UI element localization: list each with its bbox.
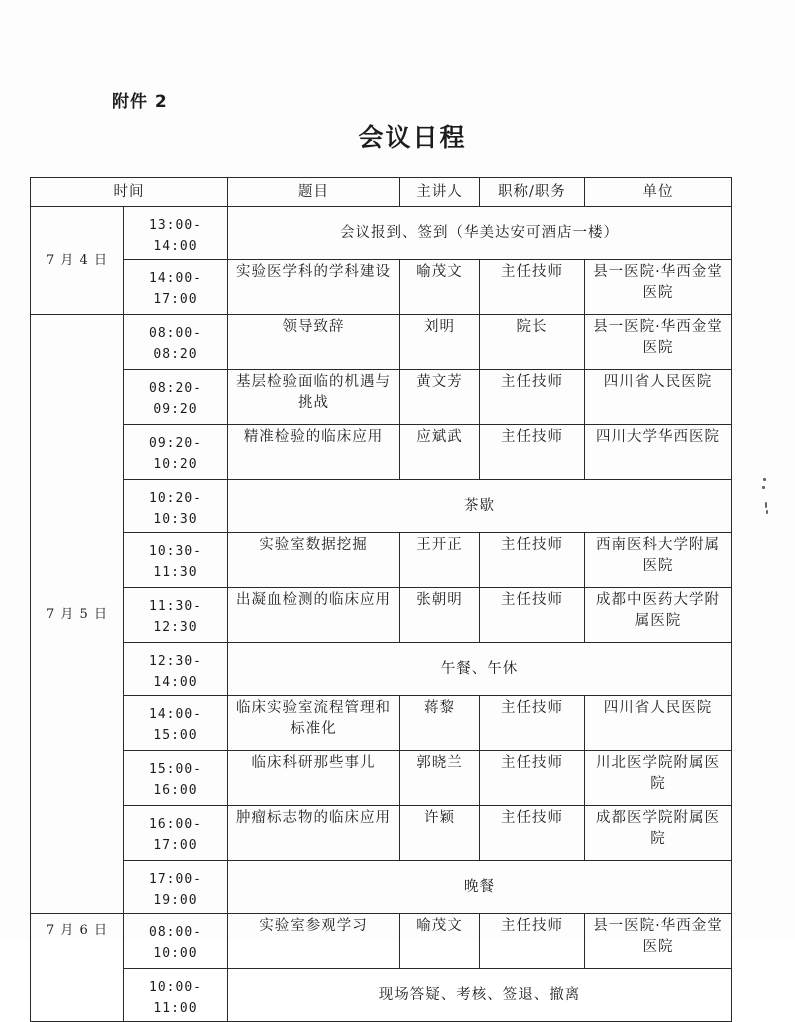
table-row (31, 914, 732, 969)
time-cell: 08:00-10:00 (124, 914, 228, 969)
position-cell: 主任技师 (480, 533, 585, 588)
time-cell: 14:00-17:00 (124, 260, 228, 315)
page-title: 会议日程 (358, 123, 467, 152)
table-row (31, 260, 732, 315)
position-cell: 主任技师 (480, 751, 585, 806)
speaker-cell: 蒋黎 (400, 696, 480, 751)
speaker-cell: 许颖 (400, 806, 480, 861)
table-row (31, 969, 732, 1022)
unit-cell: 县一医院·华西金堂医院 (585, 914, 732, 969)
time-cell: 10:20-10:30 (124, 480, 228, 533)
position-cell: 主任技师 (480, 370, 585, 425)
time-cell: 14:00-15:00 (124, 696, 228, 751)
event-cell: 午餐、午休 (228, 643, 732, 696)
topic-cell: 精准检验的临床应用 (228, 425, 400, 480)
header-row (31, 178, 732, 207)
unit-cell: 县一医院·华西金堂医院 (585, 260, 732, 315)
table-row (31, 861, 732, 914)
speaker-cell: 刘明 (400, 315, 480, 370)
header-speaker: 主讲人 (400, 178, 480, 207)
speaker-cell: 黄文芳 (400, 370, 480, 425)
table-row (31, 480, 732, 533)
time-cell: 10:00-11:00 (124, 969, 228, 1022)
topic-cell: 基层检验面临的机遇与挑战 (228, 370, 400, 425)
speaker-cell: 张朝明 (400, 588, 480, 643)
unit-cell: 四川省人民医院 (585, 696, 732, 751)
event-cell: 晚餐 (228, 861, 732, 914)
speaker-cell: 喻茂文 (400, 914, 480, 969)
time-cell: 11:30-12:30 (124, 588, 228, 643)
table-row (31, 806, 732, 861)
topic-cell: 临床实验室流程管理和标准化 (228, 696, 400, 751)
time-cell: 08:00-08:20 (124, 315, 228, 370)
time-cell: 16:00-17:00 (124, 806, 228, 861)
topic-cell: 实验室参观学习 (228, 914, 400, 969)
table-row (31, 425, 732, 480)
position-cell: 院长 (480, 315, 585, 370)
topic-cell: 实验室数据挖掘 (228, 533, 400, 588)
position-cell: 主任技师 (480, 260, 585, 315)
position-cell: 主任技师 (480, 588, 585, 643)
topic-cell: 肿瘤标志物的临床应用 (228, 806, 400, 861)
table-row (31, 370, 732, 425)
speaker-cell: 郭晓兰 (400, 751, 480, 806)
unit-cell: 成都中医药大学附属医院 (585, 588, 732, 643)
position-cell: 主任技师 (480, 425, 585, 480)
schedule-table (30, 177, 732, 1022)
date-cell: 7 月 5 日 (31, 315, 124, 914)
position-cell: 主任技师 (480, 696, 585, 751)
event-cell: 茶歇 (228, 480, 732, 533)
table-row (31, 751, 732, 806)
time-cell: 17:00-19:00 (124, 861, 228, 914)
unit-cell: 成都医学院附属医院 (585, 806, 732, 861)
time-cell: 13:00-14:00 (124, 207, 228, 260)
date-cell: 7 月 6 日 (31, 914, 124, 1022)
topic-cell: 领导致辞 (228, 315, 400, 370)
topic-cell: 临床科研那些事儿 (228, 751, 400, 806)
header-unit: 单位 (585, 178, 732, 207)
time-cell: 08:20-09:20 (124, 370, 228, 425)
time-cell: 12:30-14:00 (124, 643, 228, 696)
time-cell: 09:20-10:20 (124, 425, 228, 480)
topic-cell: 实验医学科的学科建设 (228, 260, 400, 315)
table-row (31, 533, 732, 588)
speaker-cell: 王开正 (400, 533, 480, 588)
speaker-cell: 应斌武 (400, 425, 480, 480)
unit-cell: 川北医学院附属医院 (585, 751, 732, 806)
header-time: 时间 (31, 178, 228, 207)
unit-cell: 县一医院·华西金堂医院 (585, 315, 732, 370)
event-cell: 会议报到、签到（华美达安可酒店一楼） (228, 207, 732, 260)
time-cell: 15:00-16:00 (124, 751, 228, 806)
position-cell: 主任技师 (480, 914, 585, 969)
time-cell: 10:30-11:30 (124, 533, 228, 588)
header-topic: 题目 (228, 178, 400, 207)
table-row (31, 696, 732, 751)
speaker-cell: 喻茂文 (400, 260, 480, 315)
scan-marks (762, 478, 768, 518)
table-row (31, 643, 732, 696)
header-position: 职称/职务 (480, 178, 585, 207)
date-cell: 7 月 4 日 (31, 207, 124, 315)
position-cell: 主任技师 (480, 806, 585, 861)
table-row (31, 207, 732, 260)
table-row (31, 588, 732, 643)
topic-cell: 出凝血检测的临床应用 (228, 588, 400, 643)
unit-cell: 四川大学华西医院 (585, 425, 732, 480)
event-cell: 现场答疑、考核、签退、撤离 (228, 969, 732, 1022)
unit-cell: 四川省人民医院 (585, 370, 732, 425)
attachment-label: 附件 2 (112, 92, 168, 112)
unit-cell: 西南医科大学附属医院 (585, 533, 732, 588)
table-row (31, 315, 732, 370)
